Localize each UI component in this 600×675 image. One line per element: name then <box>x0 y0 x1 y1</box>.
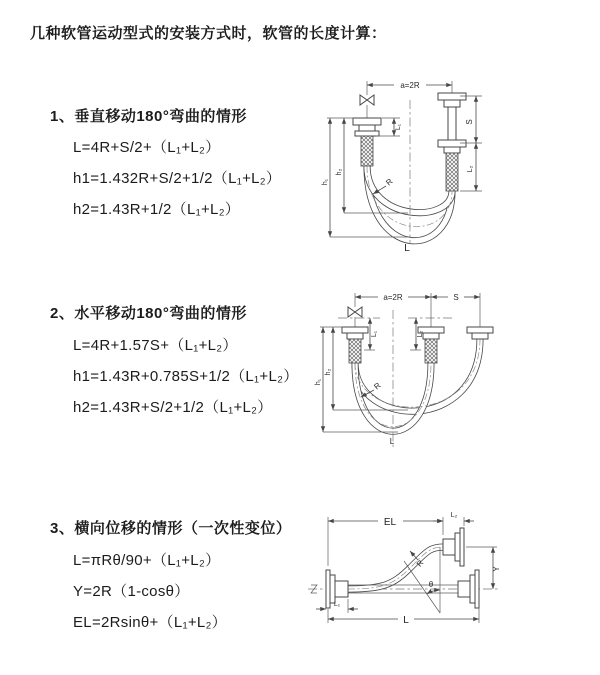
dim-label-l2: L₂ <box>417 330 424 338</box>
dim-label-s: S <box>453 293 459 302</box>
hose-two-positions <box>367 166 452 241</box>
radius-label: R <box>372 380 383 392</box>
radius-label: R <box>384 176 395 188</box>
section-2-heading: 2、水平移动180°弯曲的情形 <box>50 305 247 322</box>
dimension-el <box>328 517 443 569</box>
upper-flange <box>443 528 464 566</box>
braided-hose-section <box>361 136 373 166</box>
valve-icon <box>360 95 374 105</box>
dim-label-s: S <box>465 119 474 125</box>
left-pipe-assembly <box>342 293 368 363</box>
formula-line: h1=1.43R+0.785S+1/2（L₁+L₂） <box>73 368 299 385</box>
dim-label-h2: h₂ <box>336 168 343 176</box>
dim-label-l2: L₂ <box>450 512 458 519</box>
dim-label-l1: L₁ <box>371 330 378 338</box>
dim-label-l1: L₁ <box>333 601 341 608</box>
formula-line: h2=1.43R+1/2（L₁+L₂） <box>73 201 241 218</box>
dimension-a2r <box>367 81 452 90</box>
length-label: L <box>389 437 395 446</box>
dimension-l <box>328 608 479 626</box>
formula-line: EL=2Rsinθ+（L₁+L₂） <box>73 614 227 631</box>
formula-line: L=πRθ/90+（L₁+L₂） <box>73 552 221 569</box>
dim-label-y: Y <box>492 566 501 572</box>
dim-label-h1: h₁ <box>315 378 322 386</box>
braided-hose-section <box>446 153 458 191</box>
braided-hose-section <box>425 339 437 363</box>
dim-label-h1: h₁ <box>322 178 329 186</box>
dimension-l1 <box>364 318 378 350</box>
dimension-l1 <box>316 599 358 613</box>
dim-label-el: EL <box>383 517 397 528</box>
braided-hose-section <box>349 339 361 363</box>
diagram-horizontal-bend <box>308 282 600 462</box>
right-flange <box>458 570 479 608</box>
diagram-vertical-bend <box>310 70 590 260</box>
length-label: L <box>404 243 410 254</box>
dim-label-a2r: a=2R <box>400 81 420 90</box>
section-1-heading: 1、垂直移动180°弯曲的情形 <box>50 108 247 125</box>
dimension-l2 <box>433 512 474 526</box>
dim-label-l2: L₂ <box>467 165 474 173</box>
middle-pipe-assembly <box>418 293 444 363</box>
dimension-a2r <box>355 293 431 302</box>
formula-line: h1=1.432R+S/2+1/2（L₁+L₂） <box>73 170 282 187</box>
formula-line: Y=2R（1-cosθ） <box>73 583 190 600</box>
dim-label-l1: L₁ <box>395 123 402 131</box>
section-3-heading: 3、横向位移的情形（一次性变位） <box>50 520 292 537</box>
radius-label: R <box>414 558 426 569</box>
angle-label: θ <box>428 580 434 589</box>
dim-label-h2: h₂ <box>325 368 332 376</box>
left-pipe-assembly <box>353 81 381 166</box>
dimension-l2 <box>410 318 424 350</box>
right-pipe-assembly <box>438 81 466 191</box>
valve-icon <box>348 307 362 317</box>
right-pipe-assembly <box>467 293 493 339</box>
dimension-s <box>431 293 480 302</box>
dim-label-a2r: a=2R <box>383 293 403 302</box>
formula-line: L=4R+1.57S+（L₁+L₂） <box>73 337 238 354</box>
diagram-lateral-displacement <box>300 503 600 653</box>
page-title: 几种软管运动型式的安装方式时，软管的长度计算： <box>30 25 387 42</box>
formula-line: h2=1.43R+S/2+1/2（L₁+L₂） <box>73 399 273 416</box>
formula-line: L=4R+S/2+（L₁+L₂） <box>73 139 221 156</box>
length-label: L <box>403 615 409 626</box>
